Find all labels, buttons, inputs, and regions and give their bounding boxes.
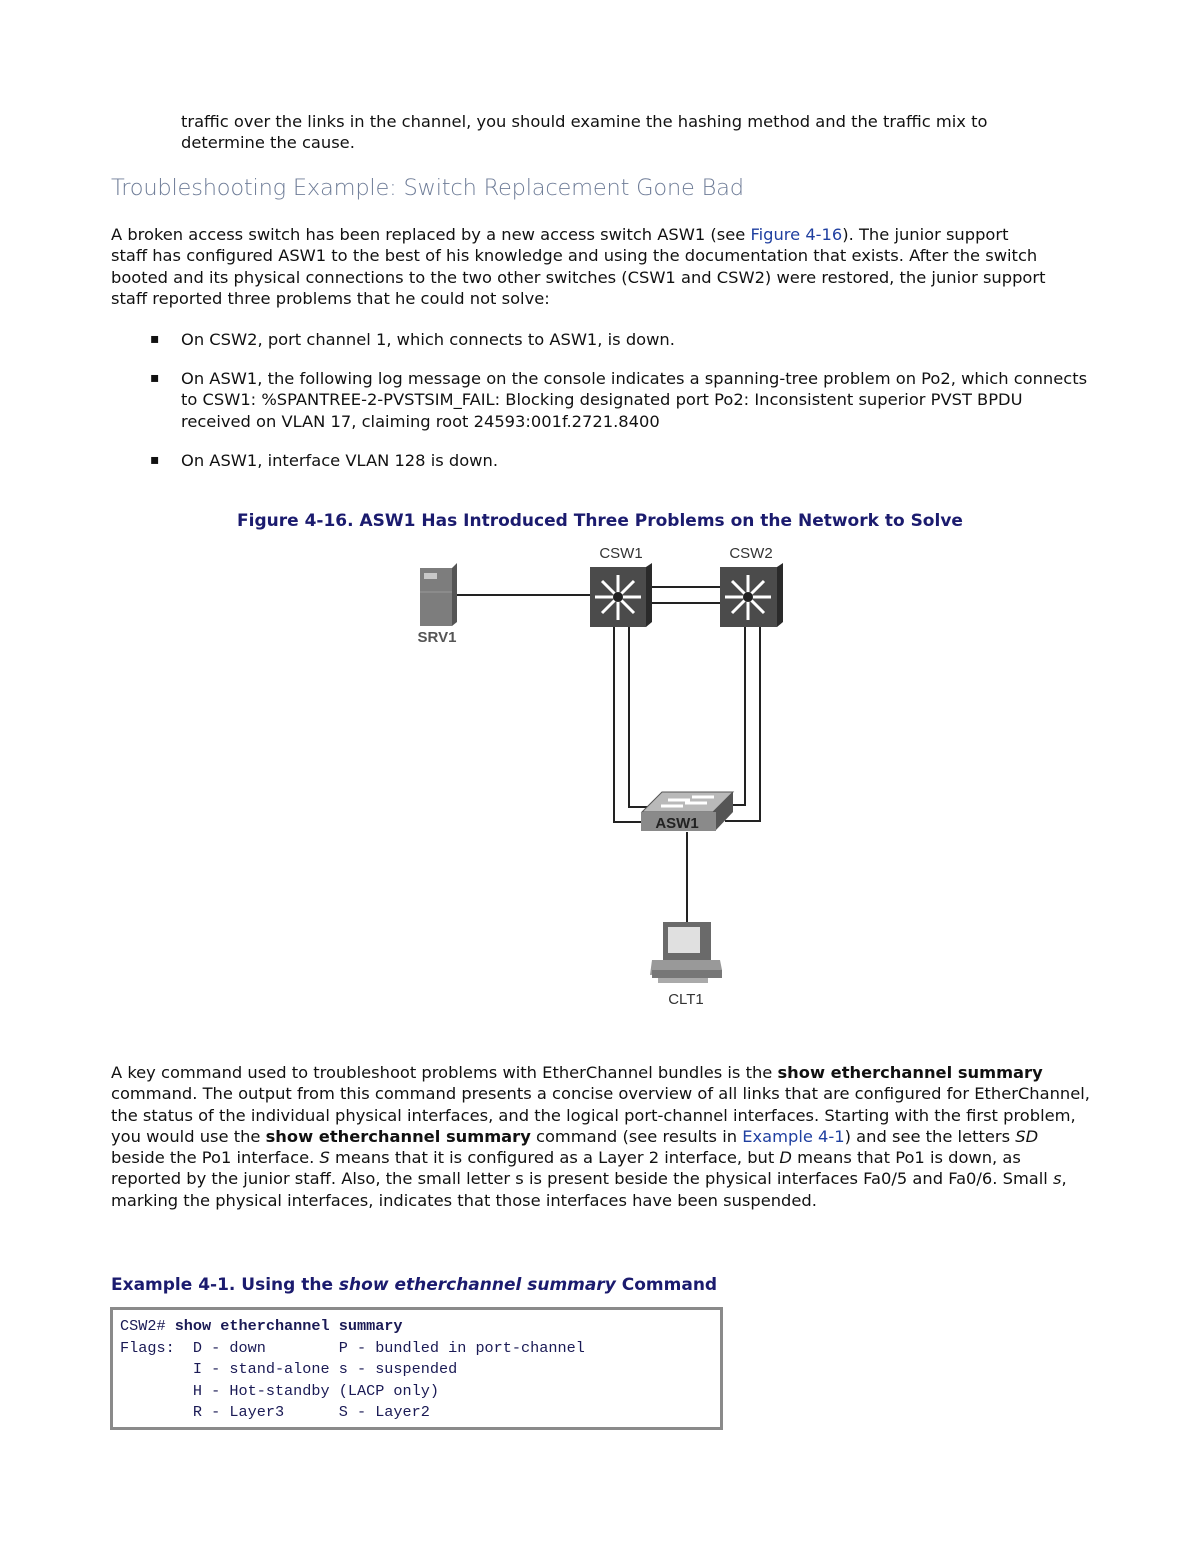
code-example-box — [110, 1307, 723, 1430]
list-item-text: On ASW1, interface VLAN 128 is down. — [181, 451, 498, 470]
prompt: CSW2# — [120, 1317, 175, 1335]
text: ) and see the letters — [844, 1126, 1016, 1146]
clt1-label: CLT1 — [668, 991, 704, 1008]
output-line: Flags: D - down P - bundled in port-channel — [120, 1338, 585, 1357]
text: beside the Po1 interface. — [111, 1148, 320, 1168]
intro-line: traffic over the links in the channel, you should examine the hashing method and the traffic mix to — [181, 112, 988, 131]
code-block — [120, 1316, 720, 1424]
text: means that it is configured as a Layer 2 interface, but — [329, 1148, 780, 1168]
caption-text: Command — [615, 1275, 718, 1295]
command-text: show etherchannel summary — [265, 1126, 531, 1146]
command: show etherchannel summary — [174, 1317, 403, 1335]
csw1-switch-icon — [590, 563, 652, 627]
example-caption — [111, 1275, 717, 1296]
list-item-text: On CSW2, port channel 1, which connects to ASW1, is down. — [181, 330, 675, 349]
text: command (see results in — [530, 1126, 743, 1146]
computer-icon — [650, 922, 722, 983]
command-text: show etherchannel summary — [777, 1063, 1043, 1082]
bullet-icon: ▪ — [150, 452, 160, 468]
csw1-label: CSW1 — [599, 545, 643, 562]
text: , marking the physical interfaces, indicates that those interfaces have been suspended. — [111, 1169, 1067, 1210]
asw1-label: ASW1 — [655, 815, 699, 832]
output-line: I - stand-alone s - suspended — [120, 1360, 458, 1378]
figure-caption: Figure 4-16. ASW1 Has Introduced Three Problems on the Network to Solve — [237, 511, 963, 531]
text: A broken access switch has been replaced by a new access switch ASW1 (see — [111, 225, 751, 244]
links — [456, 587, 760, 925]
flag-text: SD — [1015, 1126, 1039, 1146]
bullet-icon: ▪ — [150, 370, 160, 386]
csw2-label: CSW2 — [729, 545, 773, 562]
bullet-icon: ▪ — [150, 331, 160, 347]
explanation-paragraph — [111, 1062, 1096, 1211]
flag-text: D — [779, 1148, 792, 1168]
text: A key command used to troubleshoot problems with EtherChannel bundles is the — [111, 1063, 778, 1082]
example-link[interactable]: Example 4-1 — [742, 1126, 845, 1146]
list-item-text: On ASW1, the following log message on the console indicates a spanning-tree problem on Po2, which connects to CSW1: %SPANTREE-2-PVSTSIM_FAIL: Blocking designated port Po2: Inconsistent superior PVST BPDU received on VLAN 17, claiming root 24593:001f.2721.8400 — [181, 369, 1088, 431]
flag-text: S — [319, 1148, 330, 1168]
link-csw2-asw1-a — [728, 627, 745, 805]
caption-command: show etherchannel summary — [338, 1275, 616, 1295]
csw2-switch-icon — [720, 563, 783, 627]
figure-link[interactable]: Figure 4-16 — [750, 225, 843, 244]
section-heading: Troubleshooting Example: Switch Replacement Gone Bad — [111, 175, 744, 201]
text: command. The output from this command presents a concise overview of all links that are configured for EtherChannel, the status of the individual physical interfaces, and the logical port-channel interfaces. Starting with the first problem, you would use the — [111, 1084, 1090, 1146]
flag-text: s — [1053, 1169, 1062, 1189]
output-line: H - Hot-standby (LACP only) — [120, 1381, 439, 1400]
text: means that Po1 is down, as reported by the junior staff. Also, the small letter s is present beside the physical interfaces Fa0/5 and Fa0/6. Small — [111, 1148, 1054, 1189]
intro-line: determine the cause. — [181, 133, 355, 153]
caption-text: Example 4-1. Using the — [111, 1275, 339, 1295]
link-csw1-asw1-b — [629, 627, 660, 807]
srv1-label: SRV1 — [417, 629, 457, 646]
output-line: R - Layer3 S - Layer2 — [120, 1403, 430, 1421]
server-icon — [420, 563, 457, 626]
text: ). The junior support staff has configured ASW1 to the best of his knowledge and using the documentation that exists. After the switch booted and its physical connections to the two other switches (CSW1 and CSW2) were restored, the junior support staff reported three problems that he could not solve: — [111, 225, 1046, 308]
